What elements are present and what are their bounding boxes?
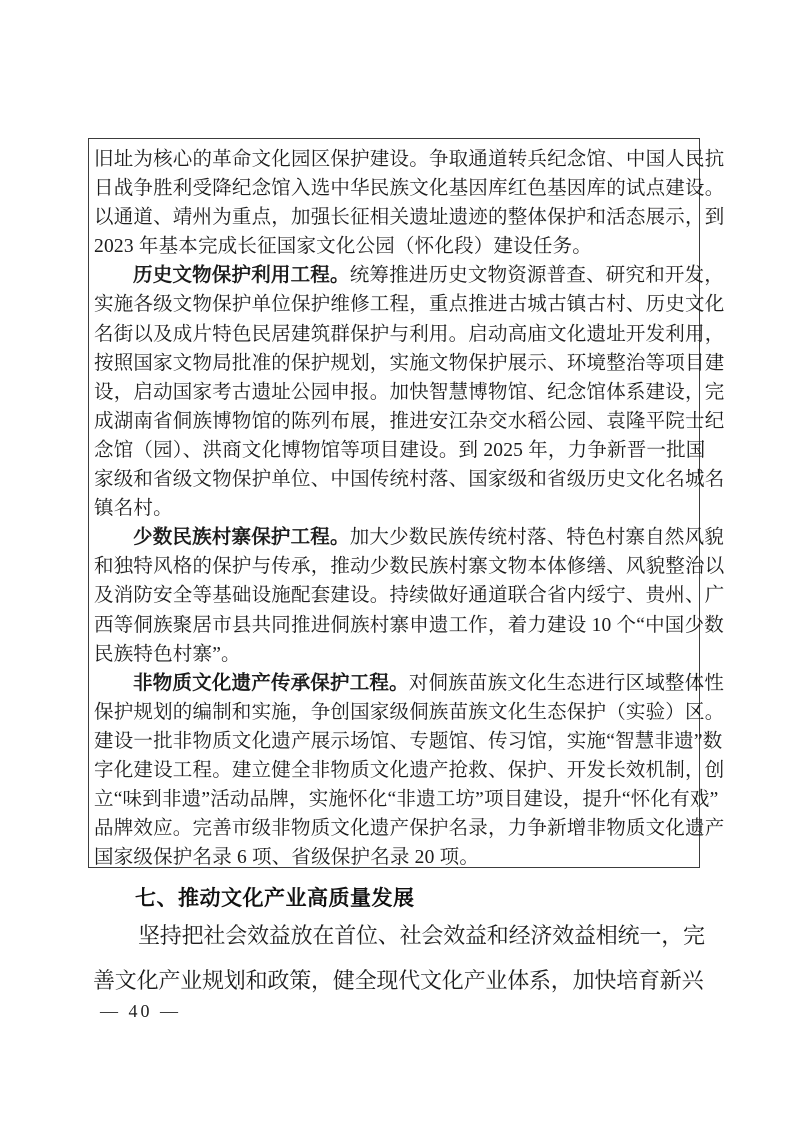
text-line: 坚持把社会效益放在首位、社会效益和经济效益相统一，完 bbox=[138, 923, 705, 948]
paragraph-title: 非物质文化遗产传承保护工程。 bbox=[133, 672, 409, 694]
text-line: 名街以及成片特色民居建筑群保护与利用。启动高庙文化遗址开发利用， bbox=[94, 323, 725, 345]
text-line: 日战争胜利受降纪念馆入选中华民族文化基因库红色基因库的试点建设。 bbox=[94, 178, 725, 200]
boxed-text-content bbox=[94, 145, 725, 872]
text-line: 和独特风格的保护与传承，推动少数民族村寨文物本体修缮、风貌整治以 bbox=[94, 556, 725, 578]
paragraph bbox=[94, 669, 725, 873]
body-paragraph bbox=[93, 913, 705, 1003]
text-line: 西等侗族聚居市县共同推进侗族村寨申遗工作，着力建设 10 个“中国少数 bbox=[94, 614, 724, 636]
text-line: 家级和省级文物保护单位、中国传统村落、国家级和省级历史文化名城名 bbox=[94, 469, 725, 491]
text-line: 民族特色村寨”。 bbox=[94, 643, 241, 665]
text-line: 以通道、靖州为重点，加强长征相关遗址遗迹的整体保护和活态展示，到 bbox=[94, 207, 725, 229]
text-line: 按照国家文物局批准的保护规划，实施文物保护展示、环境整治等项目建 bbox=[94, 352, 725, 374]
paragraph-lead-rest: 统筹推进历史文物资源普查、研究和开发， bbox=[349, 265, 725, 287]
text-line bbox=[94, 261, 725, 290]
text-line: 国家级保护名录 6 项、省级保护名录 20 项。 bbox=[94, 847, 480, 869]
paragraph-title: 历史文物保护利用工程。 bbox=[133, 265, 350, 287]
text-line: 品牌效应。完善市级非物质文化遗产保护名录，力争新增非物质文化遗产 bbox=[94, 818, 725, 840]
text-line: 旧址为核心的革命文化园区保护建设。争取通道转兵纪念馆、中国人民抗 bbox=[94, 149, 725, 170]
boxed-text-section bbox=[88, 138, 725, 869]
section-heading: 七、推动文化产业高质量发展 bbox=[135, 887, 415, 910]
text-line: 建设一批非物质文化遗产展示场馆、专题馆、传习馆，实施“智慧非遗”数 bbox=[94, 730, 723, 752]
text-line: 字化建设工程。建立健全非物质文化遗产抢救、保护、开发长效机制，创 bbox=[94, 759, 725, 781]
text-line bbox=[94, 523, 725, 552]
text-line: 2023 年基本完成长征国家文化公园（怀化段）建设任务。 bbox=[94, 236, 592, 258]
paragraph-lead-rest: 对侗族苗族文化生态进行区域整体性 bbox=[408, 672, 725, 694]
text-line: 镇名村。 bbox=[94, 498, 173, 520]
text-line: 善文化产业规划和政策，健全现代文化产业体系，加快培育新兴 bbox=[93, 968, 704, 993]
paragraph bbox=[94, 145, 725, 261]
text-line: 保护规划的编制和实施，争创国家级侗族苗族文化生态保护（实验）区。 bbox=[94, 701, 725, 723]
text-line bbox=[94, 669, 725, 698]
text-line: 及消防安全等基础设施配套建设。持续做好通道联合省内绥宁、贵州、广 bbox=[94, 585, 725, 607]
paragraph bbox=[94, 261, 725, 523]
text-line: 实施各级文物保护单位保护维修工程，重点推进古城古镇古村、历史文化 bbox=[94, 294, 725, 316]
paragraph-lead-rest: 加大少数民族传统村落、特色村寨自然风貌 bbox=[349, 527, 725, 549]
text-line: 立“味到非遗”活动品牌，实施怀化“非遗工坊”项目建设，提升“怀化有戏” bbox=[94, 789, 719, 811]
paragraph bbox=[94, 523, 725, 668]
text-line: 成湖南省侗族博物馆的陈列布展，推进安江杂交水稻公园、袁隆平院士纪 bbox=[94, 410, 725, 432]
text-line: 念馆（园）、洪商文化博物馆等项目建设。到 2025 年，力争新晋一批国 bbox=[94, 439, 706, 461]
paragraph-title: 少数民族村寨保护工程。 bbox=[133, 527, 350, 549]
text-line: 设，启动国家考古遗址公园申报。加快智慧博物馆、纪念馆体系建设，完 bbox=[94, 381, 725, 403]
page-number: — 40 — bbox=[100, 1001, 181, 1021]
